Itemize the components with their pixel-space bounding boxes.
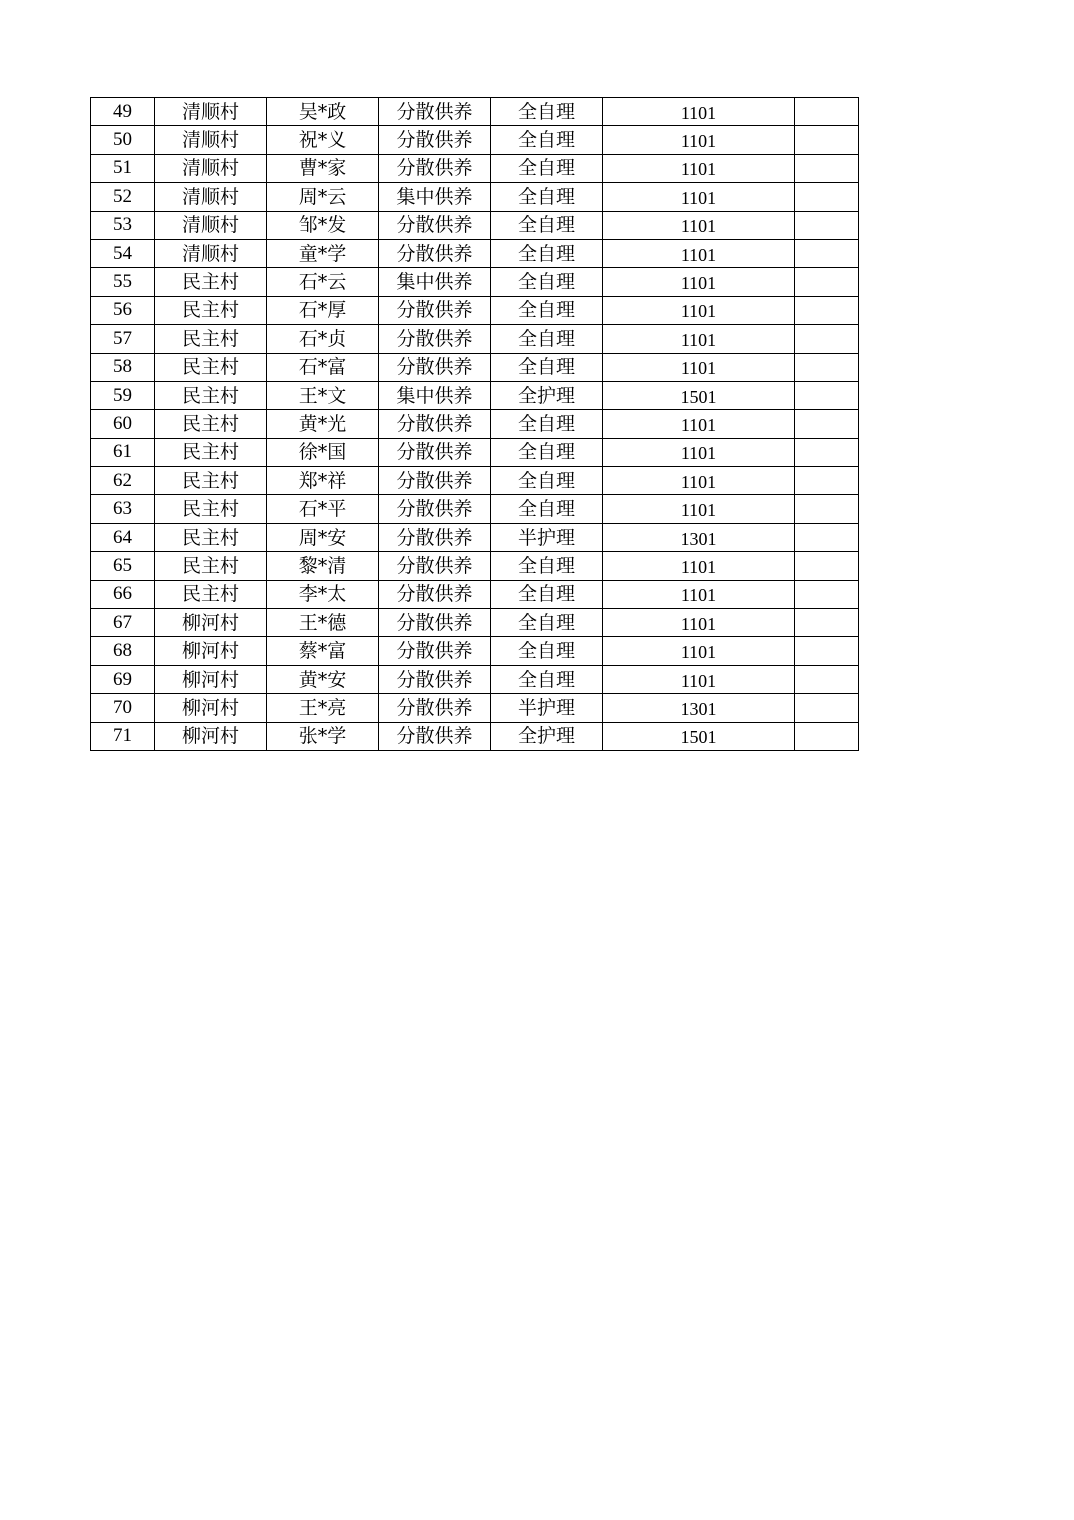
note-cell (795, 98, 859, 126)
person-name-cell: 周*云 (267, 183, 379, 211)
support-type-cell: 分散供养 (379, 325, 491, 353)
amount-cell: 1101 (603, 438, 795, 466)
amount-cell: 1101 (603, 353, 795, 381)
note-cell (795, 580, 859, 608)
note-cell (795, 609, 859, 637)
village-cell: 民主村 (155, 268, 267, 296)
note-cell (795, 239, 859, 267)
row-number-cell: 59 (91, 381, 155, 409)
person-name-cell: 石*贞 (267, 325, 379, 353)
row-number-cell: 68 (91, 637, 155, 665)
table-row (91, 154, 859, 182)
note-cell (795, 637, 859, 665)
support-type-cell: 分散供养 (379, 580, 491, 608)
table-row (91, 523, 859, 551)
table-row (91, 325, 859, 353)
row-number-cell: 71 (91, 722, 155, 750)
row-number-cell: 58 (91, 353, 155, 381)
person-name-cell: 徐*国 (267, 438, 379, 466)
person-name-cell: 石*厚 (267, 296, 379, 324)
amount-cell: 1101 (603, 183, 795, 211)
person-name-cell: 石*云 (267, 268, 379, 296)
row-number-cell: 64 (91, 523, 155, 551)
support-type-cell: 分散供养 (379, 637, 491, 665)
village-cell: 清顺村 (155, 98, 267, 126)
note-cell (795, 126, 859, 154)
person-name-cell: 周*安 (267, 523, 379, 551)
support-type-cell: 分散供养 (379, 211, 491, 239)
support-type-cell: 分散供养 (379, 495, 491, 523)
person-name-cell: 曹*家 (267, 154, 379, 182)
care-level-cell: 全自理 (491, 552, 603, 580)
village-cell: 清顺村 (155, 154, 267, 182)
care-level-cell: 全自理 (491, 211, 603, 239)
village-cell: 柳河村 (155, 665, 267, 693)
table-row (91, 296, 859, 324)
support-type-cell: 集中供养 (379, 381, 491, 409)
village-cell: 民主村 (155, 438, 267, 466)
person-name-cell: 黄*光 (267, 410, 379, 438)
village-cell: 民主村 (155, 467, 267, 495)
table-row (91, 98, 859, 126)
care-level-cell: 全护理 (491, 381, 603, 409)
note-cell (795, 268, 859, 296)
village-cell: 柳河村 (155, 694, 267, 722)
table-row (91, 353, 859, 381)
note-cell (795, 353, 859, 381)
note-cell (795, 410, 859, 438)
table-row (91, 637, 859, 665)
note-cell (795, 325, 859, 353)
person-name-cell: 王*德 (267, 609, 379, 637)
table-row (91, 722, 859, 750)
village-cell: 清顺村 (155, 239, 267, 267)
support-type-cell: 分散供养 (379, 694, 491, 722)
village-cell: 柳河村 (155, 609, 267, 637)
amount-cell: 1101 (603, 126, 795, 154)
row-number-cell: 69 (91, 665, 155, 693)
care-level-cell: 全自理 (491, 495, 603, 523)
amount-cell: 1101 (603, 552, 795, 580)
care-level-cell: 半护理 (491, 694, 603, 722)
village-cell: 民主村 (155, 410, 267, 438)
amount-cell: 1101 (603, 637, 795, 665)
care-level-cell: 全自理 (491, 268, 603, 296)
amount-cell: 1101 (603, 410, 795, 438)
row-number-cell: 65 (91, 552, 155, 580)
note-cell (795, 438, 859, 466)
table-row (91, 126, 859, 154)
table-row (91, 211, 859, 239)
table-row (91, 239, 859, 267)
person-name-cell: 黄*安 (267, 665, 379, 693)
table-row (91, 410, 859, 438)
row-number-cell: 54 (91, 239, 155, 267)
support-type-cell: 集中供养 (379, 268, 491, 296)
support-type-cell: 分散供养 (379, 296, 491, 324)
village-cell: 民主村 (155, 381, 267, 409)
row-number-cell: 51 (91, 154, 155, 182)
amount-cell: 1101 (603, 495, 795, 523)
row-number-cell: 57 (91, 325, 155, 353)
care-level-cell: 全自理 (491, 98, 603, 126)
amount-cell: 1101 (603, 609, 795, 637)
amount-cell: 1101 (603, 268, 795, 296)
support-type-cell: 分散供养 (379, 722, 491, 750)
amount-cell: 1301 (603, 694, 795, 722)
village-cell: 民主村 (155, 495, 267, 523)
support-type-cell: 分散供养 (379, 154, 491, 182)
village-cell: 清顺村 (155, 211, 267, 239)
person-name-cell: 祝*义 (267, 126, 379, 154)
table-row (91, 467, 859, 495)
row-number-cell: 66 (91, 580, 155, 608)
person-name-cell: 石*富 (267, 353, 379, 381)
village-cell: 民主村 (155, 353, 267, 381)
note-cell (795, 296, 859, 324)
row-number-cell: 63 (91, 495, 155, 523)
table-row (91, 268, 859, 296)
village-cell: 民主村 (155, 552, 267, 580)
row-number-cell: 56 (91, 296, 155, 324)
support-roster-table (90, 97, 859, 751)
table-row (91, 580, 859, 608)
roster-body (91, 98, 859, 751)
table-row (91, 665, 859, 693)
amount-cell: 1101 (603, 98, 795, 126)
row-number-cell: 70 (91, 694, 155, 722)
care-level-cell: 全自理 (491, 239, 603, 267)
person-name-cell: 石*平 (267, 495, 379, 523)
table-row (91, 694, 859, 722)
note-cell (795, 665, 859, 693)
care-level-cell: 全自理 (491, 580, 603, 608)
care-level-cell: 全自理 (491, 637, 603, 665)
care-level-cell: 全自理 (491, 410, 603, 438)
care-level-cell: 全自理 (491, 353, 603, 381)
row-number-cell: 50 (91, 126, 155, 154)
amount-cell: 1301 (603, 523, 795, 551)
table-row (91, 495, 859, 523)
note-cell (795, 495, 859, 523)
care-level-cell: 全护理 (491, 722, 603, 750)
village-cell: 民主村 (155, 296, 267, 324)
row-number-cell: 53 (91, 211, 155, 239)
note-cell (795, 722, 859, 750)
amount-cell: 1101 (603, 467, 795, 495)
care-level-cell: 全自理 (491, 665, 603, 693)
amount-cell: 1101 (603, 239, 795, 267)
care-level-cell: 全自理 (491, 467, 603, 495)
person-name-cell: 李*太 (267, 580, 379, 608)
row-number-cell: 49 (91, 98, 155, 126)
row-number-cell: 61 (91, 438, 155, 466)
village-cell: 民主村 (155, 325, 267, 353)
village-cell: 民主村 (155, 580, 267, 608)
village-cell: 民主村 (155, 523, 267, 551)
support-type-cell: 分散供养 (379, 438, 491, 466)
support-type-cell: 分散供养 (379, 523, 491, 551)
support-type-cell: 分散供养 (379, 552, 491, 580)
table-row (91, 183, 859, 211)
care-level-cell: 全自理 (491, 438, 603, 466)
amount-cell: 1101 (603, 580, 795, 608)
row-number-cell: 67 (91, 609, 155, 637)
care-level-cell: 全自理 (491, 126, 603, 154)
row-number-cell: 52 (91, 183, 155, 211)
row-number-cell: 60 (91, 410, 155, 438)
person-name-cell: 蔡*富 (267, 637, 379, 665)
amount-cell: 1101 (603, 296, 795, 324)
note-cell (795, 552, 859, 580)
note-cell (795, 154, 859, 182)
support-type-cell: 分散供养 (379, 239, 491, 267)
amount-cell: 1101 (603, 154, 795, 182)
table-row (91, 438, 859, 466)
person-name-cell: 黎*清 (267, 552, 379, 580)
village-cell: 清顺村 (155, 183, 267, 211)
support-type-cell: 分散供养 (379, 98, 491, 126)
amount-cell: 1501 (603, 722, 795, 750)
care-level-cell: 半护理 (491, 523, 603, 551)
village-cell: 柳河村 (155, 722, 267, 750)
village-cell: 柳河村 (155, 637, 267, 665)
support-type-cell: 分散供养 (379, 609, 491, 637)
support-type-cell: 集中供养 (379, 183, 491, 211)
row-number-cell: 62 (91, 467, 155, 495)
amount-cell: 1101 (603, 665, 795, 693)
person-name-cell: 王*亮 (267, 694, 379, 722)
support-type-cell: 分散供养 (379, 665, 491, 693)
support-type-cell: 分散供养 (379, 126, 491, 154)
note-cell (795, 183, 859, 211)
table-row (91, 381, 859, 409)
note-cell (795, 211, 859, 239)
person-name-cell: 郑*祥 (267, 467, 379, 495)
person-name-cell: 邹*发 (267, 211, 379, 239)
support-type-cell: 分散供养 (379, 467, 491, 495)
care-level-cell: 全自理 (491, 183, 603, 211)
amount-cell: 1101 (603, 325, 795, 353)
note-cell (795, 381, 859, 409)
person-name-cell: 王*文 (267, 381, 379, 409)
care-level-cell: 全自理 (491, 296, 603, 324)
support-type-cell: 分散供养 (379, 353, 491, 381)
person-name-cell: 童*学 (267, 239, 379, 267)
note-cell (795, 523, 859, 551)
care-level-cell: 全自理 (491, 154, 603, 182)
note-cell (795, 467, 859, 495)
amount-cell: 1101 (603, 211, 795, 239)
row-number-cell: 55 (91, 268, 155, 296)
village-cell: 清顺村 (155, 126, 267, 154)
amount-cell: 1501 (603, 381, 795, 409)
care-level-cell: 全自理 (491, 609, 603, 637)
care-level-cell: 全自理 (491, 325, 603, 353)
person-name-cell: 张*学 (267, 722, 379, 750)
note-cell (795, 694, 859, 722)
support-type-cell: 分散供养 (379, 410, 491, 438)
person-name-cell: 吴*政 (267, 98, 379, 126)
table-row (91, 609, 859, 637)
table-row (91, 552, 859, 580)
